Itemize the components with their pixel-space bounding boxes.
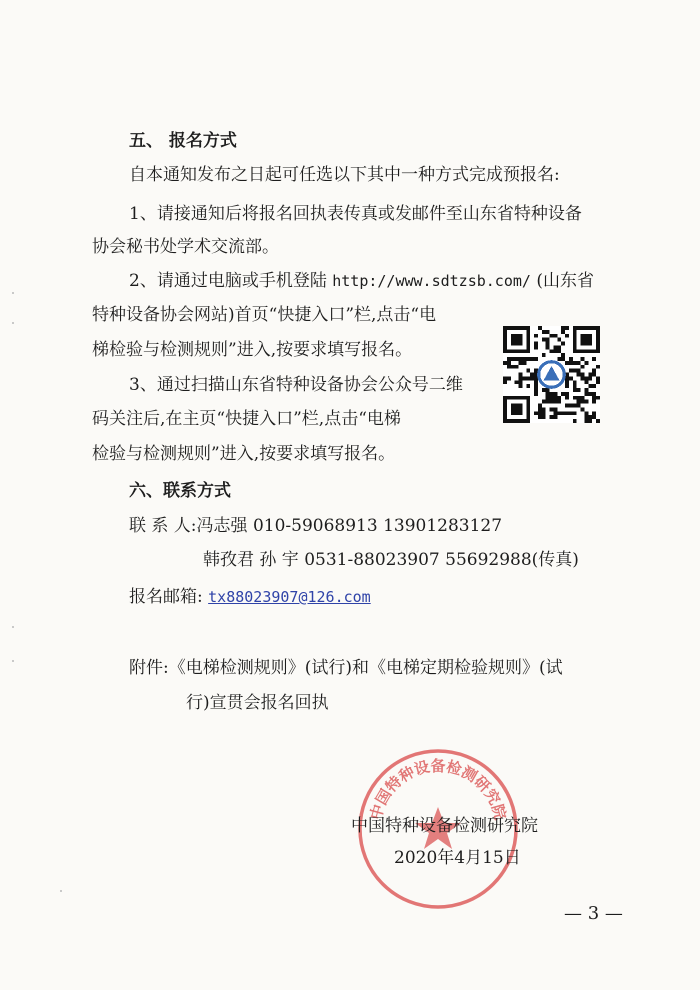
email-link[interactable]: tx88023907@126.com (208, 588, 371, 606)
item3-line3: 检验与检测规则”进入,按要求填写报名。 (92, 444, 396, 464)
item2-line2: 特种设备协会网站)首页“快捷入口”栏,点击“电 (92, 305, 437, 325)
item2-line3: 梯检验与检测规则”进入,按要求填写报名。 (92, 340, 413, 360)
item2-text-a: 2、请通过电脑或手机登陆 (129, 271, 327, 291)
signature-date: 2020年4月15日 (394, 848, 521, 868)
email-label: 报名邮箱: (129, 587, 203, 607)
item1-line1: 1、请接通知后将报名回执表传真或发邮件至山东省特种设备 (129, 204, 582, 224)
scan-speck (60, 890, 62, 892)
item2-text-b: (山东省 (536, 271, 594, 291)
qr-code-icon[interactable] (503, 326, 600, 423)
item3-line1: 3、通过扫描山东省特种设备协会公众号二维 (129, 375, 463, 395)
attachment-line2: 行)宣贯会报名回执 (186, 693, 329, 713)
contact-2: 韩孜君 孙 宇 0531-88023907 55692988(传真) (203, 550, 579, 570)
item1-line2: 协会秘书处学术交流部。 (92, 237, 279, 257)
scan-speck (12, 626, 14, 628)
seal-text: 中国特种设备检测研究院 (366, 757, 510, 822)
website-link[interactable]: http://www.sdtzsb.com/ (332, 272, 531, 290)
section5-intro: 自本通知发布之日起可任选以下其中一种方式完成预报名: (129, 165, 560, 185)
attachment-line1: 附件:《电梯检测规则》(试行)和《电梯定期检验规则》(试 (129, 658, 563, 678)
contact-1: 冯志强 010-59068913 13901283127 (196, 516, 503, 536)
section5-heading: 五、 报名方式 (129, 131, 237, 151)
contact-row-1 (129, 515, 502, 537)
section6-heading: 六、联系方式 (129, 481, 231, 501)
scan-speck (12, 322, 14, 324)
email-row (129, 586, 371, 608)
page-number: — 3 — (564, 903, 623, 924)
scan-speck (12, 660, 14, 662)
contact-label: 联 系 人: (129, 516, 197, 536)
scan-speck (12, 292, 14, 294)
item3-line2: 码关注后,在主页“快捷入口”栏,点击“电梯 (92, 409, 401, 429)
signature-org: 中国特种设备检测研究院 (351, 816, 538, 836)
item2-line1 (129, 270, 594, 292)
